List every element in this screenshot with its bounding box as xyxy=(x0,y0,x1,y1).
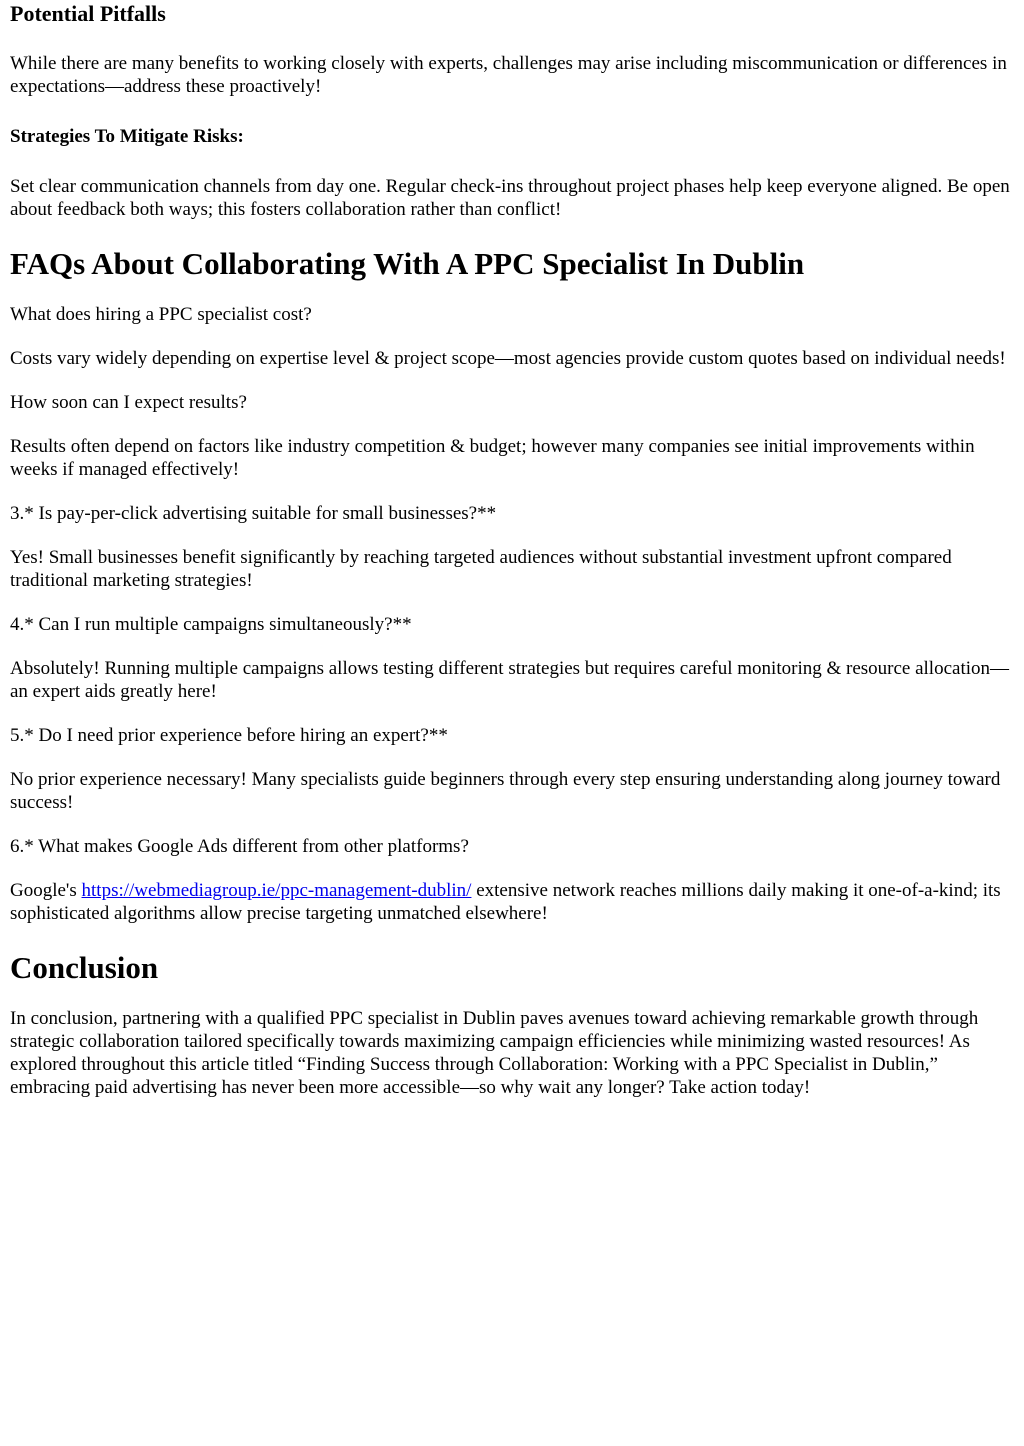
pitfalls-heading: Potential Pitfalls xyxy=(10,1,166,26)
faq-answer-6-suffix: extensive network reaches millions daily making it one-of-a-kind; its sophisticated algorithms allow precise targeting unmatched elsewhere! xyxy=(10,880,1001,924)
pitfalls-intro: While there are many benefits to working closely with experts, challenges may arise including miscommunication or differences in expectations—address these proactively! xyxy=(10,53,1007,97)
faq-question-6: 6.* What makes Google Ads different from other platforms? xyxy=(10,836,469,857)
faq-answer-3: Yes! Small businesses benefit significantly by reaching targeted audiences without substantial investment upfront compared traditional marketing strategies! xyxy=(10,547,952,591)
strategies-subheading: Strategies To Mitigate Risks: xyxy=(10,126,244,147)
faq-answer-4: Absolutely! Running multiple campaigns allows testing different strategies but requires careful monitoring & resource allocation—an expert aids greatly here! xyxy=(10,658,1010,702)
faq-question-3: 3.* Is pay-per-click advertising suitable for small businesses?** xyxy=(10,503,497,524)
faq-question-1: What does hiring a PPC specialist cost? xyxy=(10,304,312,325)
conclusion-heading: Conclusion xyxy=(10,950,159,985)
ppc-management-link[interactable]: https://webmediagroup.ie/ppc-management-dublin/ xyxy=(81,880,472,901)
strategies-body: Set clear communication channels from day one. Regular check-ins throughout project phases help keep everyone aligned. Be open about feedback both ways; this fosters collaboration rather than conflict! xyxy=(10,176,1010,220)
faq-question-5: 5.* Do I need prior experience before hiring an expert?** xyxy=(10,725,448,746)
faq-question-2: How soon can I expect results? xyxy=(10,392,247,413)
faq-question-4: 4.* Can I run multiple campaigns simultaneously?** xyxy=(10,614,412,635)
faq-answer-2: Results often depend on factors like industry competition & budget; however many companies see initial improvements within weeks if managed effectively! xyxy=(10,436,975,480)
faq-answer-6-prefix: Google's xyxy=(10,880,82,901)
faq-answer-6 xyxy=(10,879,1014,925)
faqs-heading: FAQs About Collaborating With A PPC Specialist In Dublin xyxy=(10,246,805,281)
faq-answer-5: No prior experience necessary! Many specialists guide beginners through every step ensuring understanding along journey toward success! xyxy=(10,769,1001,813)
faq-answer-1: Costs vary widely depending on expertise level & project scope—most agencies provide custom quotes based on individual needs! xyxy=(10,348,1006,369)
conclusion-body: In conclusion, partnering with a qualified PPC specialist in Dublin paves avenues toward achieving remarkable growth through strategic collaboration tailored specifically towards maximizing campaign efficiencies while minimizing wasted resources! As explored throughout this article titled “Finding Success through Collaboration: Working with a PPC Specialist in Dublin,” embracing paid advertising has never been more accessible—so why wait any longer? Take action today! xyxy=(10,1008,979,1098)
